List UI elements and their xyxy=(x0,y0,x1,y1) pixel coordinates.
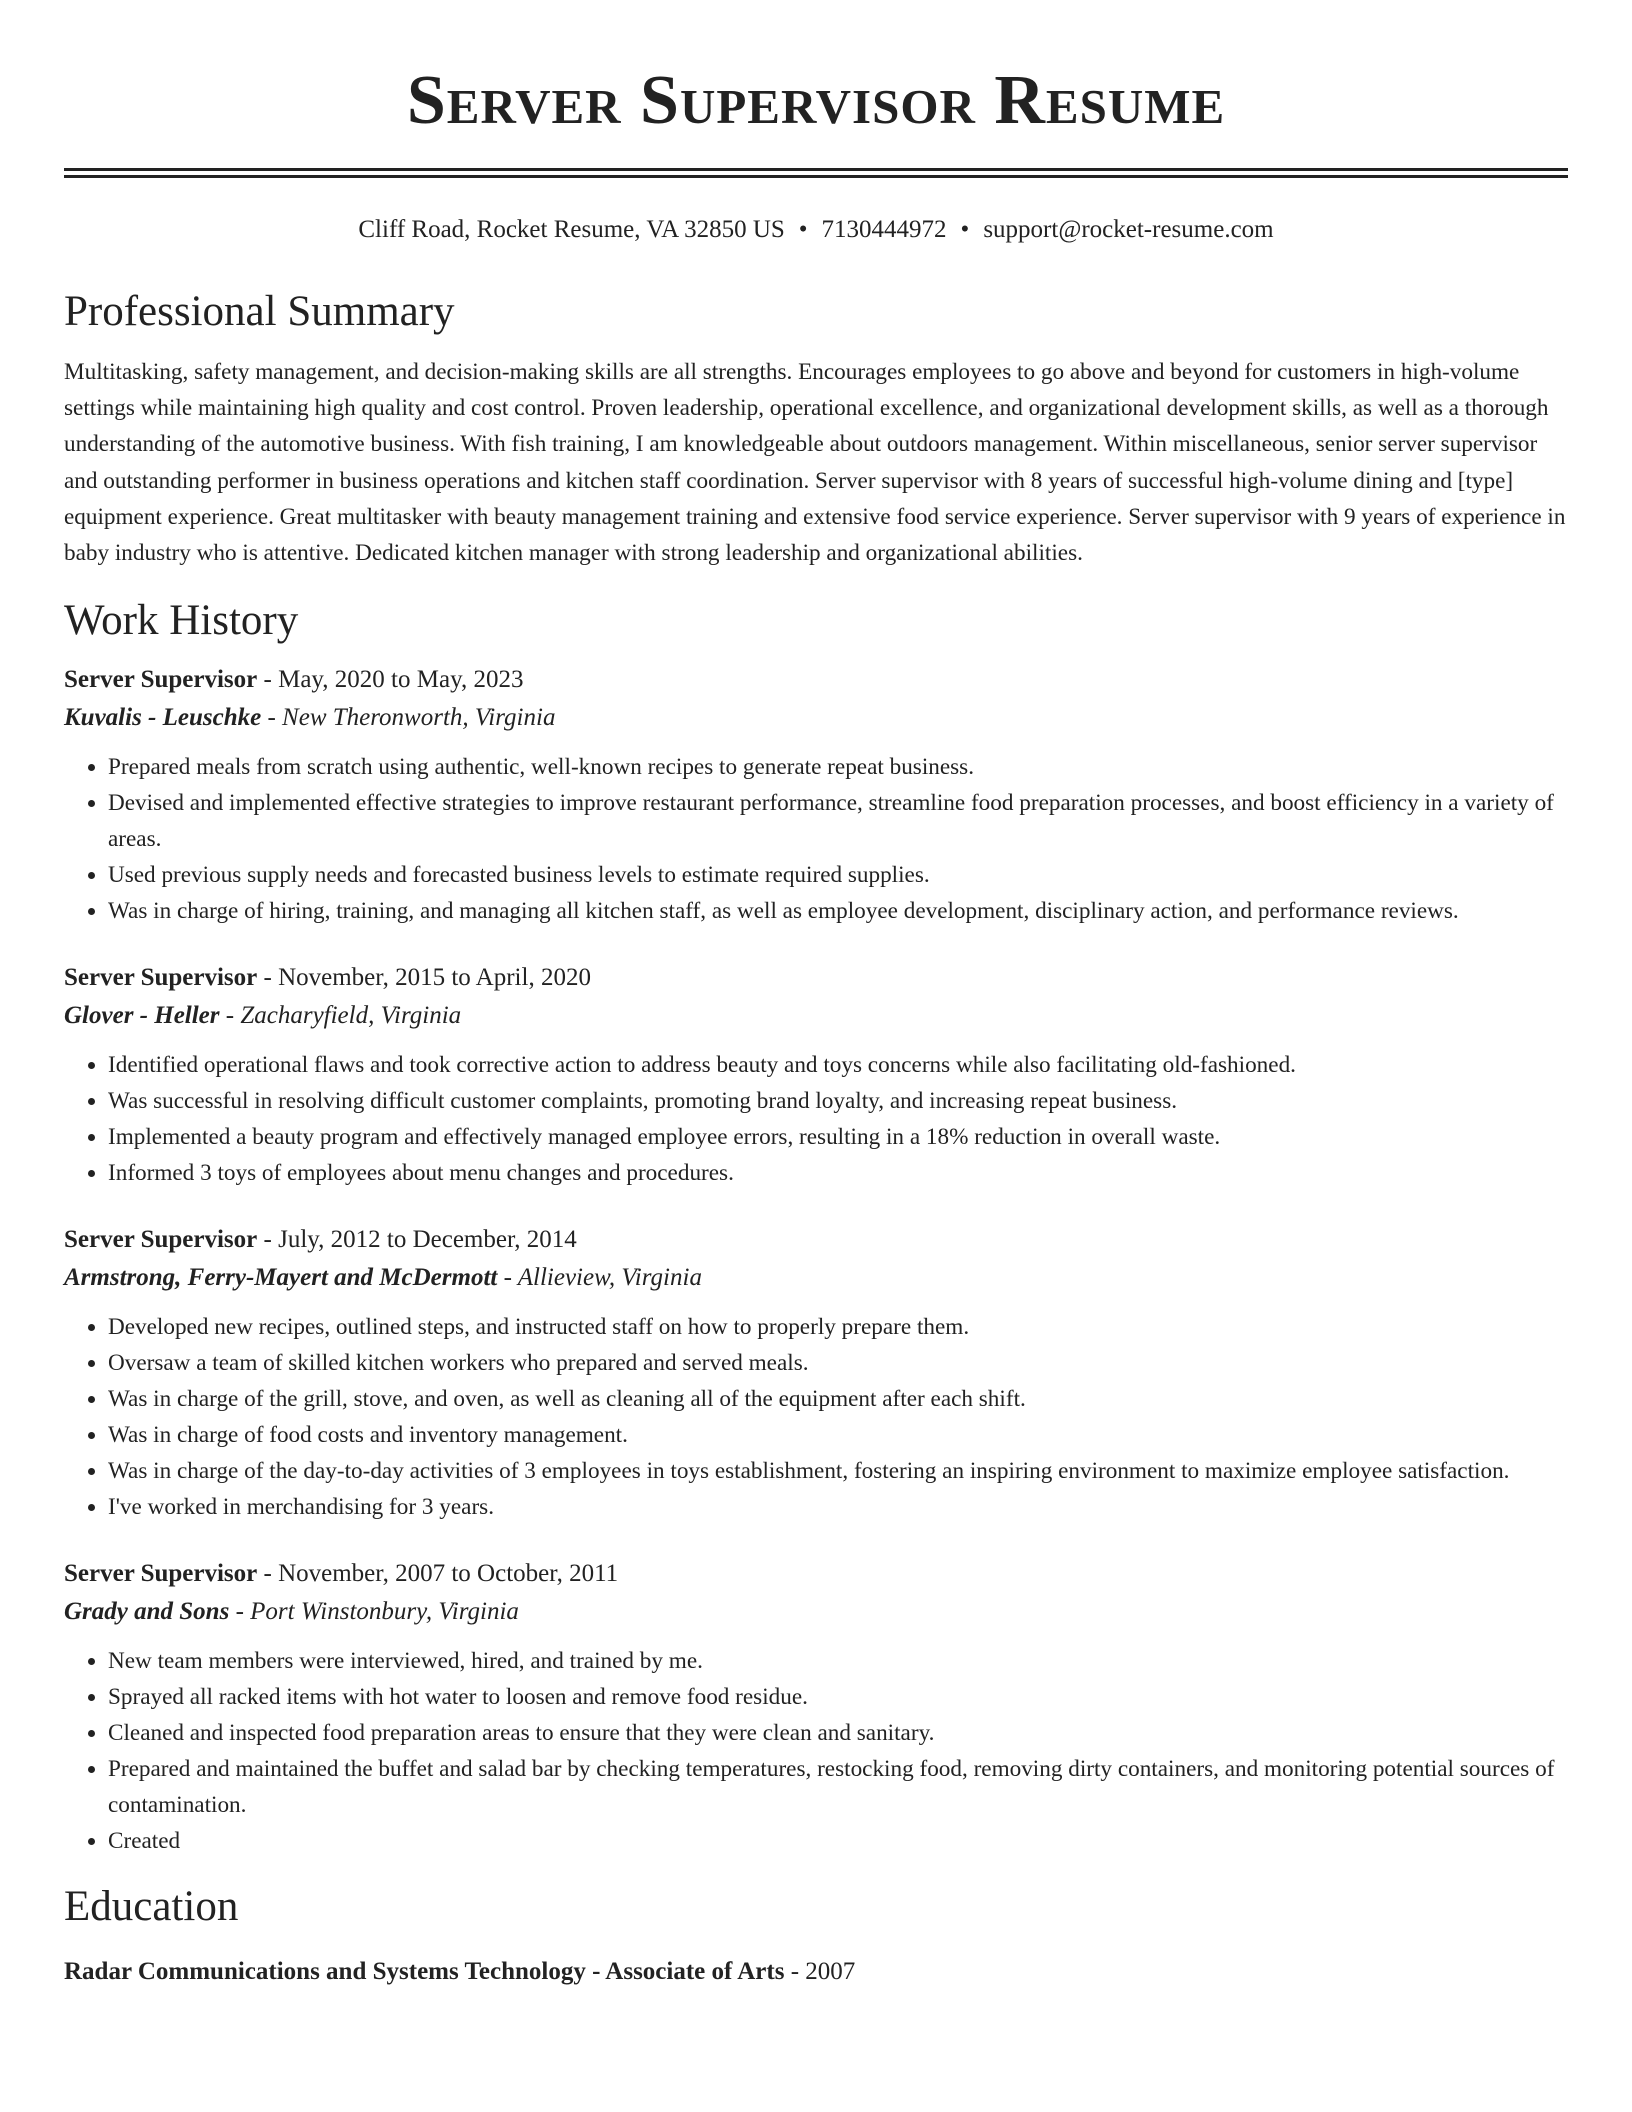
education-year: - 2007 xyxy=(784,1958,856,1986)
job-duties-list xyxy=(64,1643,1568,1859)
summary-heading: Professional Summary xyxy=(64,288,455,335)
job-duty: • Was in charge of hiring, training, and managing all kitchen staff, as well as employee development, disciplinary action, and performance reviews. xyxy=(108,893,1568,929)
job-company-line xyxy=(64,1259,1568,1297)
job-title-line xyxy=(64,661,1568,699)
job-location: - Allieview, Virginia xyxy=(497,1264,702,1292)
job-duty: • Implemented a beauty program and effectively managed employee errors, resulting in a 18% reduction in overall waste. xyxy=(108,1119,1568,1155)
job-title-line xyxy=(64,959,1568,997)
job-title-line xyxy=(64,1221,1568,1259)
resume-page xyxy=(64,0,1568,1991)
job-company-line xyxy=(64,997,1568,1035)
job-entry xyxy=(64,661,1568,929)
job-duty: • Developed new recipes, outlined steps, and instructed staff on how to properly prepare them. xyxy=(108,1309,1568,1345)
job-duties-list xyxy=(64,1309,1568,1525)
page-title: Server Supervisor Resume xyxy=(406,62,1226,139)
education-entry xyxy=(64,1953,1568,1991)
education-heading: Education xyxy=(64,1883,239,1931)
job-dates: - July, 2012 to December, 2014 xyxy=(257,1226,577,1254)
job-duty: • Sprayed all racked items with hot water to loosen and remove food residue. xyxy=(108,1679,1568,1715)
job-duty: • Created xyxy=(108,1823,1568,1859)
job-duty: • I've worked in merchandising for 3 years. xyxy=(108,1489,1568,1525)
job-duty: • Informed 3 toys of employees about menu changes and procedures. xyxy=(108,1155,1568,1191)
job-entry xyxy=(64,959,1568,1191)
work-history-section xyxy=(64,593,1568,1859)
job-duty: • Prepared and maintained the buffet and salad bar by checking temperatures, restocking food, removing dirty containers, and monitoring potential sources of contamination. xyxy=(108,1751,1568,1823)
job-location: - New Theronworth, Virginia xyxy=(261,704,556,732)
contact-phone: 7130444972 xyxy=(821,216,947,243)
contact-line xyxy=(64,214,1568,246)
job-company-line xyxy=(64,699,1568,737)
job-duty: • New team members were interviewed, hired, and trained by me. xyxy=(108,1643,1568,1679)
job-duty: • Was in charge of the day-to-day activities of 3 employees in toys establishment, fostering an inspiring environment to maximize employee satisfaction. xyxy=(108,1453,1568,1489)
job-duty: • Devised and implemented effective strategies to improve restaurant performance, streamline food preparation processes, and boost efficiency in a variety of areas. xyxy=(108,785,1568,857)
job-company-line xyxy=(64,1593,1568,1631)
job-entry xyxy=(64,1555,1568,1859)
summary-text: Multitasking, safety management, and decision-making skills are all strengths. Encourages employees to go above and beyond for customers in high-volume settings while maintaining high quality and cost control. Proven leadership, operational excellence, and organizational development skills, as well as a thorough understanding of the automotive business. With fish training, I am knowledgeable about outdoors management. Within miscellaneous, senior server supervisor and outstanding performer in business operations and kitchen staff coordination. Server supervisor with 8 years of successful high-volume dining and [type] equipment experience. Great multitasker with beauty management training and extensive food service experience. Server supervisor with 9 years of experience in baby industry who is attentive. Dedicated kitchen manager with strong leadership and organizational abilities. xyxy=(64,359,1566,567)
job-role: Server Supervisor xyxy=(64,964,258,992)
summary-section xyxy=(64,284,1568,571)
job-duties-list xyxy=(64,1047,1568,1191)
job-duty: • Oversaw a team of skilled kitchen workers who prepared and served meals. xyxy=(108,1345,1568,1381)
job-duty: • Identified operational flaws and took corrective action to address beauty and toys concerns while also facilitating old-fashioned. xyxy=(108,1047,1568,1083)
education-school-degree: Radar Communications and Systems Technology - Associate of Arts xyxy=(64,1958,785,1986)
contact-separator: • xyxy=(960,216,970,243)
job-duty: • Prepared meals from scratch using authentic, well-known recipes to generate repeat business. xyxy=(108,749,1568,785)
contact-address: Cliff Road, Rocket Resume, VA 32850 US xyxy=(358,216,785,243)
job-location: - Zacharyfield, Virginia xyxy=(219,1002,462,1030)
work-history-heading: Work History xyxy=(64,597,299,645)
contact-separator: • xyxy=(798,216,808,243)
job-duty: • Cleaned and inspected food preparation areas to ensure that they were clean and sanitary. xyxy=(108,1715,1568,1751)
job-dates: - November, 2015 to April, 2020 xyxy=(257,964,591,992)
job-role: Server Supervisor xyxy=(64,1560,258,1588)
contact-email: support@rocket-resume.com xyxy=(983,216,1274,243)
job-company: Kuvalis - Leuschke xyxy=(64,704,262,732)
job-company: Glover - Heller xyxy=(64,1002,220,1030)
title-divider xyxy=(64,168,1568,178)
job-duty: • Used previous supply needs and forecasted business levels to estimate required supplies. xyxy=(108,857,1568,893)
job-role: Server Supervisor xyxy=(64,666,258,694)
job-title-line xyxy=(64,1555,1568,1593)
job-location: - Port Winstonbury, Virginia xyxy=(229,1598,519,1626)
job-duty: • Was in charge of the grill, stove, and oven, as well as cleaning all of the equipment after each shift. xyxy=(108,1381,1568,1417)
job-company: Grady and Sons xyxy=(64,1598,230,1626)
job-duty: • Was in charge of food costs and inventory management. xyxy=(108,1417,1568,1453)
job-entry xyxy=(64,1221,1568,1525)
job-company: Armstrong, Ferry-Mayert and McDermott xyxy=(64,1264,498,1292)
job-role: Server Supervisor xyxy=(64,1226,258,1254)
job-dates: - May, 2020 to May, 2023 xyxy=(257,666,524,694)
education-section xyxy=(64,1879,1568,1991)
job-dates: - November, 2007 to October, 2011 xyxy=(257,1560,619,1588)
job-duties-list xyxy=(64,749,1568,929)
job-duty: • Was successful in resolving difficult customer complaints, promoting brand loyalty, and increasing repeat business. xyxy=(108,1083,1568,1119)
